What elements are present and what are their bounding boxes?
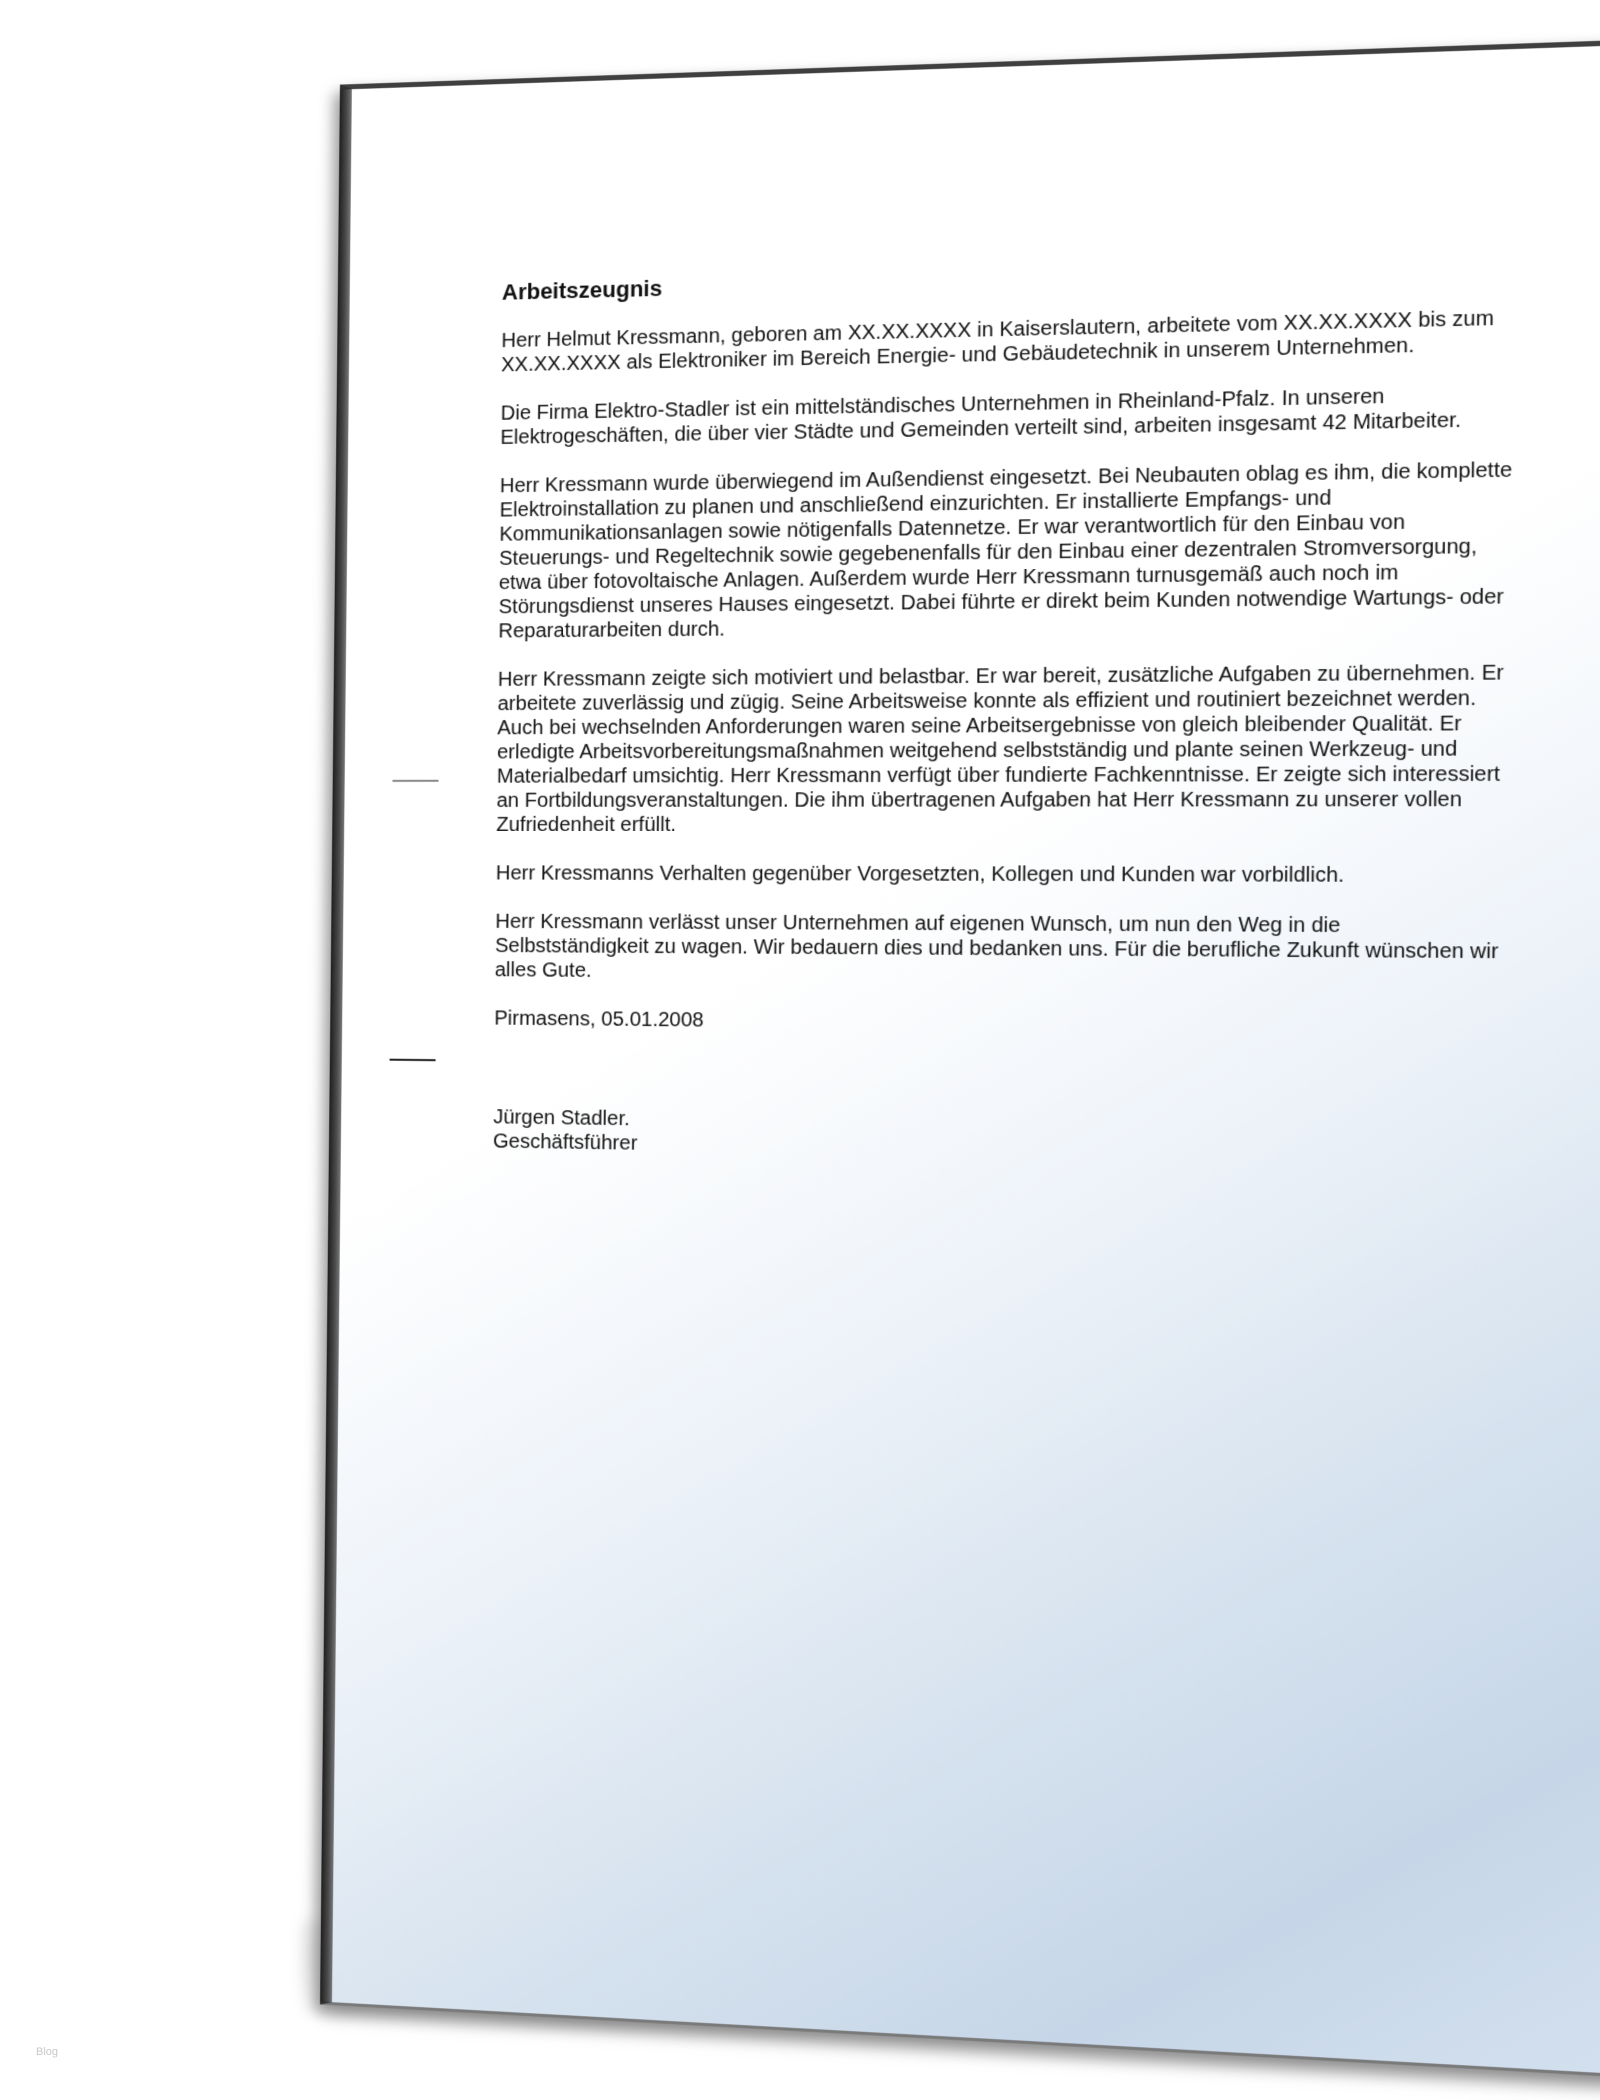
document-title: Arbeitszeugnis — [501, 275, 663, 305]
paragraph-employment: Herr Helmut Kressmann, geboren am XX.XX.XXXX in Kaiserslautern, arbeitete vom XX.XX.XXXX bis zum XX.XX.XXXX als Elektroniker im Bereich Energie- und Gebäudetechnik in unserem Unternehmen. — [501, 307, 1495, 377]
document-sheet — [320, 39, 1600, 2077]
paragraph-duties: Herr Kressmann wurde überwiegend im Außendienst eingesetzt. Bei Neubauten oblag es ihm, die komplette Elektroinstallation zu planen und anschließend einzurichten. Er installierte Empfangs- und Kommunikationsanlagen sowie nötigenfalls Datennetze. Er war verantwortlich für den Einbau von Steuerungs- und Regeltechnik sowie gegebenenfalls für den Einbau einer dezentralen Stromversorgung, etwa über fotovoltaische Anlagen. Außerdem wurde Herr Kressmann turnusgemäß auch noch im Störungsdienst unseres Hauses eingesetzt. Dabei führte er direkt beim Kunden notwendige Wartungs- oder Reparaturarbeiten durch. — [498, 458, 1513, 643]
paragraph-performance: Herr Kressmann zeigte sich motiviert und belastbar. Er war bereit, zusätzliche Aufgaben zu übernehmen. Er arbeitete zuverlässig und zügig. Seine Arbeitsweise konnte als effizient und routiniert bezeichnet werden. Auch bei wechselnden Anforderungen waren seine Arbeitsergebnisse von gleich bleibender Qualität. Er erledigte Arbeitsvorbereitungsmaßnahmen weitgehend selbstständig und plante seinen Werkzeug- und Materialbedarf umsichtig. Herr Kressmann verfügt über fundierte Fachkenntnisse. Er zeigte sich interessiert an Fortbildungsveranstaltungen. Die ihm übertragenen Aufgaben hat Herr Kressmann zu unserer vollen Zufriedenheit erfüllt. — [496, 661, 1504, 837]
signature-role: Geschäftsführer — [492, 1130, 638, 1155]
place-date: Pirmasens, 05.01.2008 — [494, 1007, 704, 1032]
document-body — [493, 255, 1516, 1169]
paragraph-farewell: Herr Kressmann verlässt unser Unternehmen auf eigenen Wunsch, um nun den Weg in die Selbstständigkeit zu wagen. Wir bedauern dies und bedanken uns. Für die berufliche Zukunft wünschen wir alles Gute. — [494, 910, 1499, 982]
fold-mark-lower — [390, 1059, 436, 1062]
fold-mark-upper — [392, 780, 438, 782]
paragraph-conduct: Herr Kressmanns Verhalten gegenüber Vorgesetzten, Kollegen und Kunden war vorbildlich. — [495, 862, 1345, 887]
document-sheet-wrapper — [320, 39, 1600, 2077]
signature-name: Jürgen Stadler. — [493, 1106, 630, 1131]
paragraph-company: Die Firma Elektro-Stadler ist ein mittelständisches Unternehmen in Rheinland-Pfalz. In unseren Elektrogeschäften, die über vier Städte und Gemeinden verteilt sind, arbeiten insgesamt 42 Mitarbeiter. — [500, 385, 1462, 449]
sheet-edge — [320, 89, 352, 2002]
watermark-text: Blog — [36, 2046, 59, 2058]
